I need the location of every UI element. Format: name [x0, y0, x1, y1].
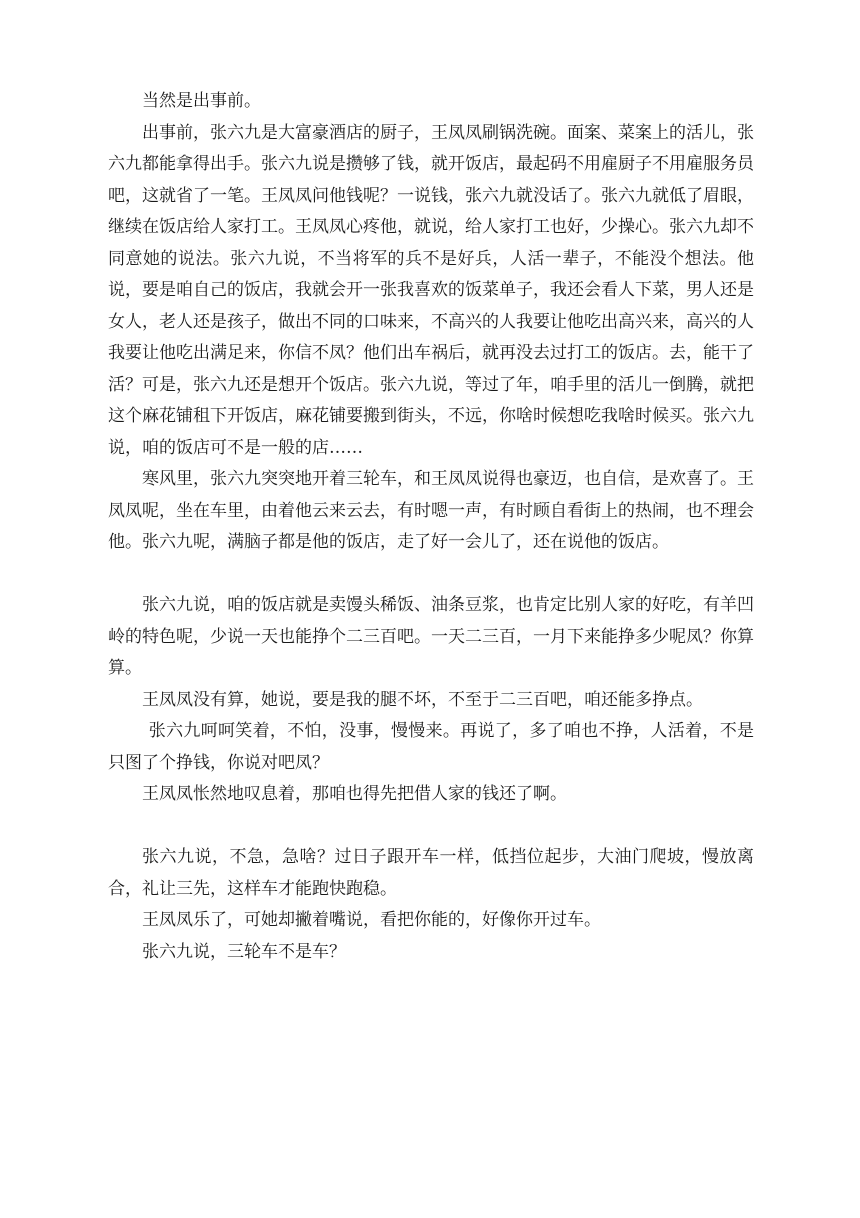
paragraph: 当然是出事前。 — [142, 91, 261, 111]
paragraph: 张六九说，三轮车不是车？ — [142, 941, 346, 962]
paragraph-gap — [108, 559, 754, 591]
paragraph: 王凤凤乐了，可她却撇着嘴说，看把你能的，好像你开过车。 — [142, 910, 601, 930]
paragraph: 张六九说，不急，急啥？过日子跟开车一样，低挡位起步，大油门爬坡，慢放离合，礼让三先，这样车才能跑快跑稳。 — [108, 847, 754, 899]
paragraph: 王凤凤怅然地叹息着，那咱也得先把借人家的钱还了啊。 — [142, 784, 567, 804]
paragraph: 出事前，张六九是大富豪酒店的厨子，王凤凤刷锅洗碗。面案、菜案上的活儿，张六九都能拿得出手。张六九说是攒够了钱，就开饭店，最起码不用雇厨子不用雇服务员吧，这就省了一笔。王凤凤问他钱呢？一说钱，张六九就没话了。张六九就低了眉眼，继续在饭店给人家打工。王凤凤心疼他，就说，给人家打工也好，少操心。张六九却不同意她的说法。张六九说，不当将军的兵不是好兵，人活一辈子，不能没个想法。他说，要是咱自己的饭店，我就会开一张我喜欢的饭菜单子，我还会看人下菜，男人还是女人，老人还是孩子，做出不同的口味来，不高兴的人我要让他吃出高兴来，高兴的人我要让他吃出满足来，你信不凤？他们出车祸后，就再没去过打工的饭店。去，能干了活？可是，张六九还是想开个饭店。张六九说，等过了年，咱手里的活儿一倒腾，就把这个麻花铺租下开饭店，麻花铺要搬到街头，不远，你啥时候想吃我啥时候买。张六九说，咱的饭店可不是一般的店…… — [108, 122, 754, 458]
paragraph: 张六九说，咱的饭店就是卖馒头稀饭、油条豆浆，也肯定比别人家的好吃，有羊凹岭的特色呢，少说一天也能挣个二三百吧。一天二三百，一月下来能挣多少呢凤？你算算。 — [108, 595, 754, 678]
document-page — [108, 86, 754, 968]
paragraph: 寒风里，张六九突突地开着三轮车，和王凤凤说得也豪迈，也自信，是欢喜了。王凤凤呢，坐在车里，由着他云来云去，有时嗯一声，有时顾自看街上的热闹，也不理会他。张六九呢，满脑子都是他的饭店，走了好一会儿了，还在说他的饭店。 — [108, 469, 754, 552]
paragraph: 张六九呵呵笑着，不怕，没事，慢慢来。再说了，多了咱也不挣，人活着，不是只图了个挣钱，你说对吧凤？ — [108, 721, 754, 773]
paragraph-gap — [108, 811, 754, 843]
paragraph: 王凤凤没有算，她说，要是我的腿不坏，不至于二三百吧，咱还能多挣点。 — [142, 689, 703, 710]
